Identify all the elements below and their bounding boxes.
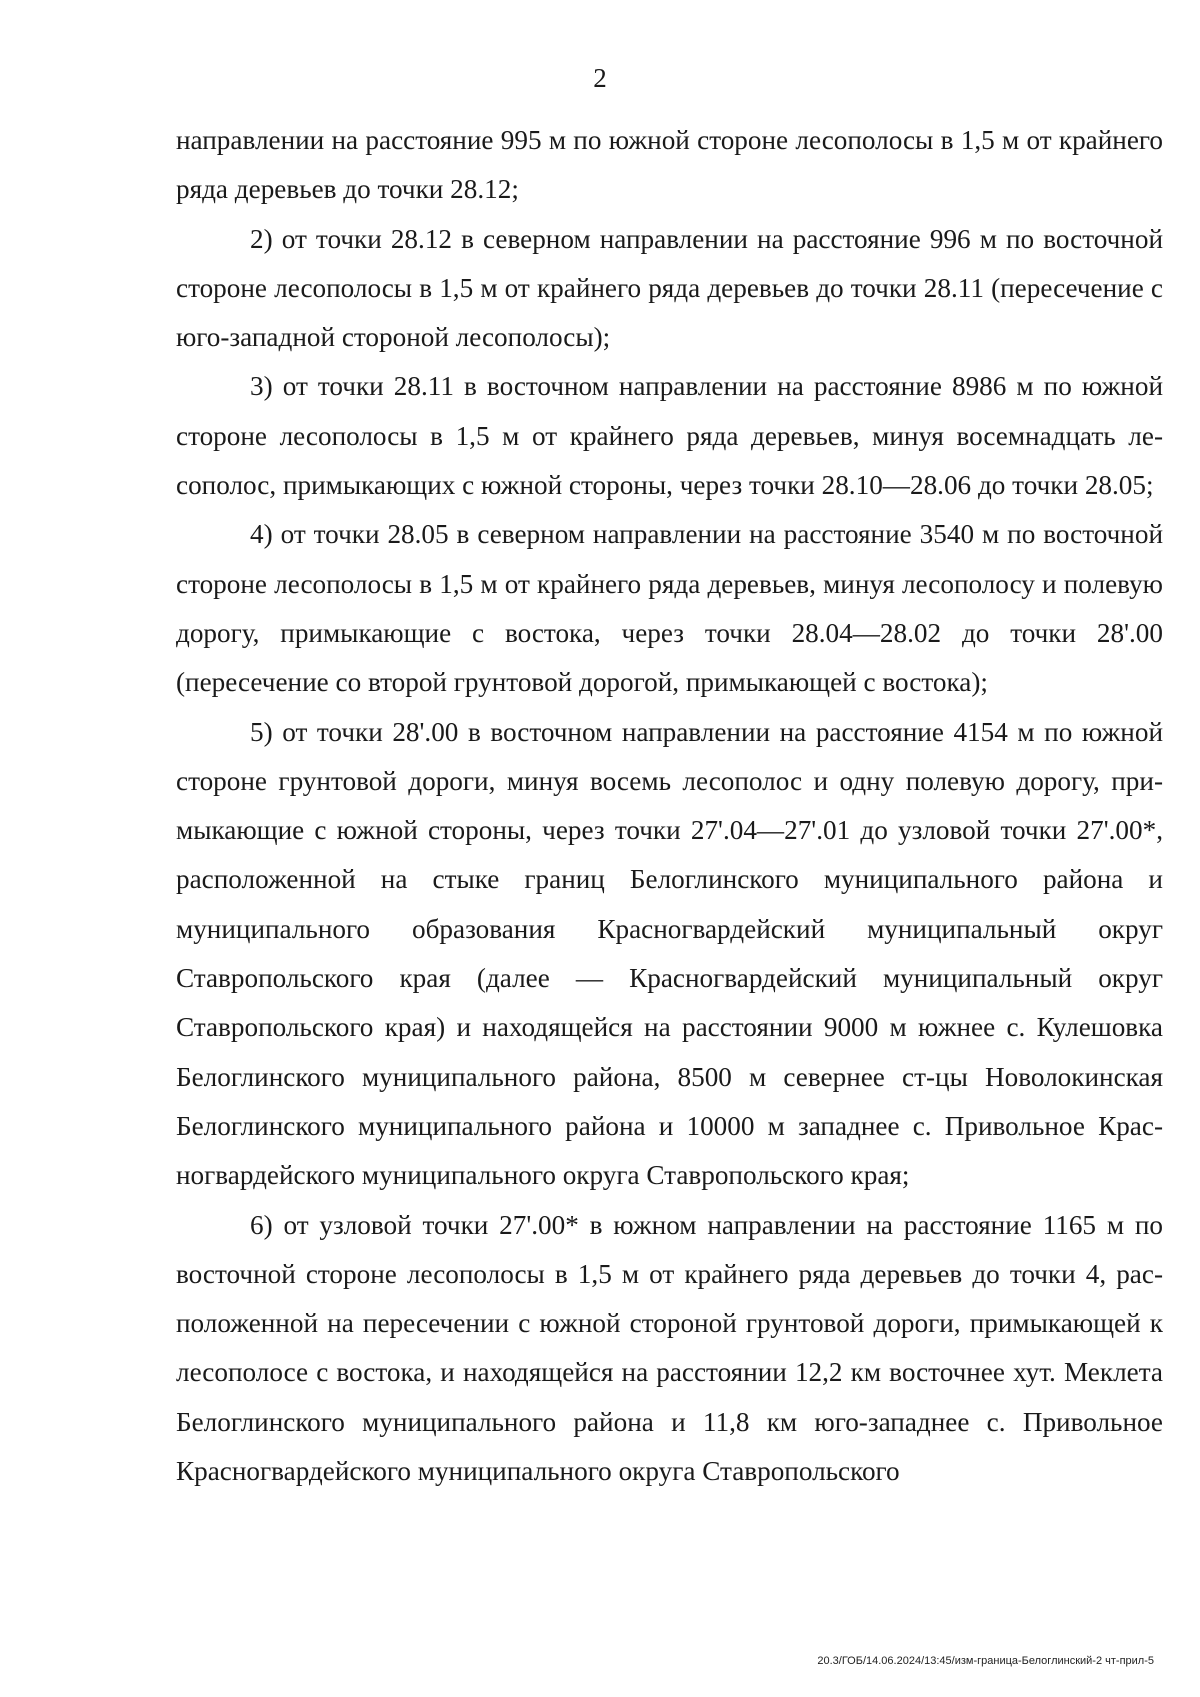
paragraph-item-2: 2) от точки 28.12 в северном направлении на расстояние 996 м по восточной стороне лесополосы в 1,5 м от крайнего ряда деревьев до точки 28.11 (пересечение с юго-западной стороной лесополосы); [176,223,1163,353]
paragraph-item-3: 3) от точки 28.11 в восточном направлении на расстояние 8986 м по южной стороне лесополосы в 1,5 м от крайнего ряда деревьев, минуя восемнадцать лесополос, примыкающих с южной стороны, через точки 28.10—28.06 до точки 28.05; [176,371,1163,501]
page-number: 2 [593,63,607,93]
paragraph-item-6: 6) от узловой точки 27'.00* в южном направлении на расстояние 1165 м по восточной стороне лесополосы в 1,5 м от крайнего ряда деревьев до точки 4, расположенной на пересечении с южной стороной грунтовой дороги, примыкающей к лесополосе с востока, и находящейся на расстоянии 12,2 км восточнее хут. Меклета Белоглинского муниципального района и 11,8 км юго-западнее с. Привольное Красногвардейского муниципального округа Ставропольского [176,1209,1163,1487]
document-body [176,116,1163,1496]
paragraph-item-5: 5) от точки 28'.00 в восточном направлении на расстояние 4154 м по южной стороне грунтовой дороги, минуя восемь лесополос и одну полевую дорогу, примыкающие с южной стороны, через точки 27'.04—27'.01 до узловой точки 27'.00*, расположенной на стыке границ Белоглинского муниципального района и муниципального образования Красногвардейский муниципальный округ Ставропольского края (далее — Красногвардейский муниципальный округ Ставропольского края) и находящейся на расстоянии 9000 м южнее с. Кулешовка Белоглинского муниципального района, 8500 м севернее ст-цы Новолокинская Белоглинского муниципального района и 10000 м западнее с. Привольное Красногвардейского муниципального округа Ставропольского края; [176,716,1163,1191]
document-footer-code: 20.3/ГОБ/14.06.2024/13:45/изм-граница-Белоглинский-2 чт-прил-5 [817,1655,1154,1667]
paragraph-item-4: 4) от точки 28.05 в северном направлении на расстояние 3540 м по восточной стороне лесополосы в 1,5 м от крайнего ряда деревьев, минуя лесополосу и полевую дорогу, примыкающие с востока, через точки 28.04—28.02 до точки 28'.00 (пересечение со второй грунтовой дорогой, примыкающей с востока); [176,519,1163,698]
paragraph-continuation: направлении на расстояние 995 м по южной стороне лесополосы в 1,5 м от крайнего ряда деревьев до точки 28.12; [176,125,1163,205]
